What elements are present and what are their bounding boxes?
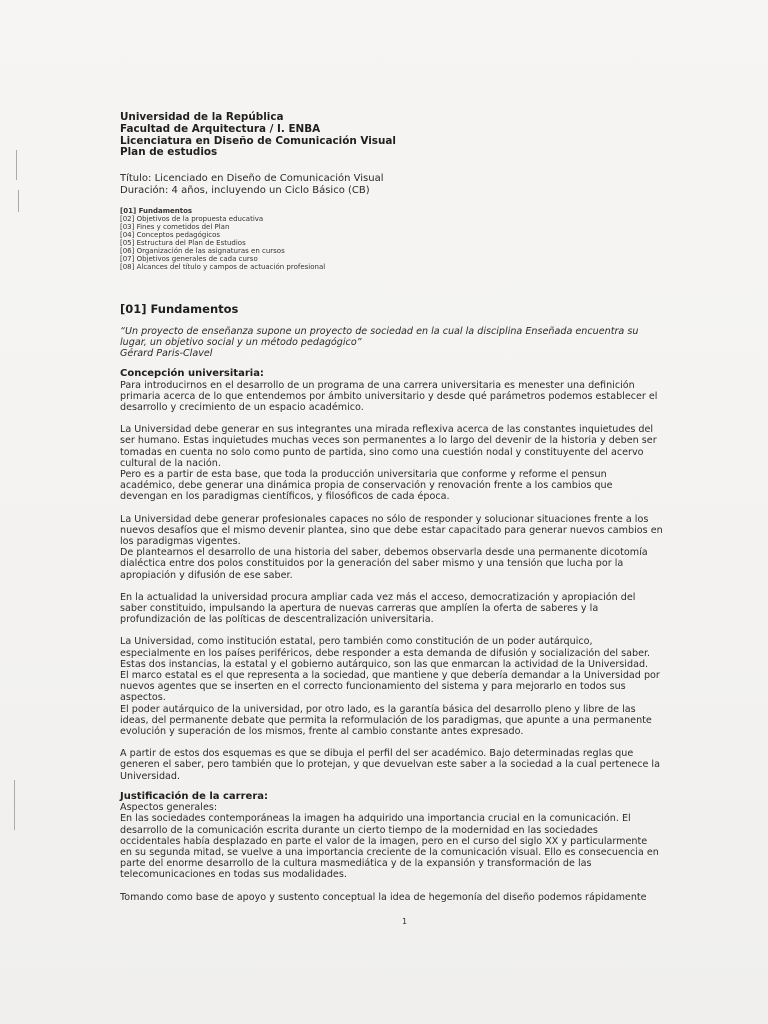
- toc-item: [06] Organización de las asignaturas en cursos: [120, 246, 285, 255]
- paragraph: La Universidad, como institución estatal, pero también como constitución de un poder autárquico, especialmente en los países periféricos, debe responder a esta demanda de difusión y socialización del saber. Estas dos instancias, la estatal y el gobierno autárquico, son las que enmarcan la actividad de la Universidad. El marco estatal es el que representa a la sociedad, que mantiene y que debería demandar a la Universidad por nuevos agentes que se inserten en el correcto funcionamiento del sistema y para mejorarlo en todos sus aspectos. El poder autárquico de la universidad, por otro lado, es la garantía básica del desarrollo pleno y libre de las ideas, del permanente debate que permita la reformulación de los paradigmas, que apunte a una permanente evolución y superación de los mismos, frente al cambio constante antes expresado.: [120, 636, 660, 738]
- paragraph: En las sociedades contemporáneas la imagen ha adquirido una importancia crucial en la comunicación. El desarrollo de la comunicación escrita durante un cierto tiempo de la modernidad en las sociedades occidentales había desplazado en parte el valor de la imagen, pero en el curso del siglo XX y particularmente en su segunda mitad, se vuelve a una importancia creciente de la comunicación visual. Ello es consecuencia en parte del enorme desarrollo de la cultura masmediática y de la expansión y transformación de las telecomunicaciones en todas sus modalidades.: [120, 813, 659, 881]
- institution-line: Facultad de Arquitectura / I. ENBA: [120, 122, 321, 135]
- toc-item: [05] Estructura del Plan de Estudios: [120, 238, 246, 247]
- subsection-heading: Justificación de la carrera:: [120, 790, 268, 802]
- toc-item: [02] Objetivos de la propuesta educativa: [120, 214, 264, 223]
- institution-line: Licenciatura en Diseño de Comunicación Visual: [120, 134, 396, 147]
- institution-line: Universidad de la República: [120, 111, 284, 123]
- subsection-subheading: Aspectos generales:: [120, 802, 218, 814]
- paragraph: Tomando como base de apoyo y sustento conceptual la idea de hegemonía del diseño podemos rápidamente: [120, 891, 647, 903]
- paragraph: En la actualidad la universidad procura ampliar cada vez más el acceso, democratización y apropiación del saber constituido, impulsando la apertura de nuevas carreras que amplíen la oferta de saberes y la profundización de las políticas de descentralización universitaria.: [120, 591, 636, 626]
- toc-item: [01] Fundamentos: [120, 206, 193, 215]
- scan-mark: [14, 780, 15, 830]
- paragraph: A partir de estos dos esquemas es que se dibuja el perfil del ser académico. Bajo determinadas reglas que generen el saber, pero también que lo protejan, y que devuelvan este saber a la sociedad a la cual pertenece la Universidad.: [120, 748, 660, 782]
- table-of-contents: [120, 207, 696, 271]
- toc-item: [04] Conceptos pedagógicos: [120, 230, 221, 239]
- degree-duration: Duración: 4 años, incluyendo un Ciclo Básico (CB): [120, 184, 370, 196]
- institution-header: [120, 112, 696, 159]
- page-number: 1: [402, 917, 408, 926]
- toc-item: [03] Fines y cometidos del Plan: [120, 222, 230, 231]
- scan-mark: [18, 190, 19, 212]
- paragraph: La Universidad debe generar en sus integrantes una mirada reflexiva acerca de las constantes inquietudes del ser humano. Estas inquietudes muchas veces son permanentes a lo largo del devenir de la historia y deben ser tomadas en cuenta no solo como punto de partida, sino como una cuestión nodal y constituyente del acervo cultural de la nación. Pero es a partir de esta base, que toda la producción universitaria que conforme y reforme el pensun académico, debe generar una dinámica propia de conservación y renovación frente a los cambios que devengan en los paradigmas científicos, y filosóficos de cada época.: [120, 424, 657, 503]
- section-heading: [01] Fundamentos: [120, 301, 239, 316]
- degree-title: Título: Licenciado en Diseño de Comunicación Visual: [120, 173, 384, 185]
- document-content: [120, 112, 696, 903]
- subsection-heading: Concepción universitaria:: [120, 368, 264, 380]
- degree-title-block: [120, 173, 696, 197]
- scan-mark: [16, 150, 17, 180]
- epigraph-quote: “Un proyecto de enseñanza supone un proyecto de sociedad en la cual la disciplina Enseñada encuentra su lugar, un objetivo social y un método pedagógico” Gérard Paris-Clavel: [120, 325, 639, 360]
- paragraph: La Universidad debe generar profesionales capaces no sólo de responder y solucionar situaciones frente a los nuevos desafíos que el mismo devenir plantea, sino que debe estar capacitado para generar nuevos cambios en los paradigmas vigentes. De plantearnos el desarrollo de una historia del saber, debemos observarla desde una permanente dicotomía dialéctica entre dos polos constituidos por la generación del saber mismo y una tensión que lucha por la apropiación y difusión de ese saber.: [120, 513, 663, 581]
- paragraph: Para introducirnos en el desarrollo de un programa de una carrera universitaria es menester una definición primaria acerca de lo que entendemos por ámbito universitario y desde qué parámetros podemos establecer el desarrollo y crecimiento de un espacio académico.: [120, 379, 658, 413]
- toc-item: [08] Alcances del título y campos de actuación profesional: [120, 262, 326, 271]
- institution-line: Plan de estudios: [120, 146, 218, 159]
- toc-item: [07] Objetivos generales de cada curso: [120, 254, 258, 263]
